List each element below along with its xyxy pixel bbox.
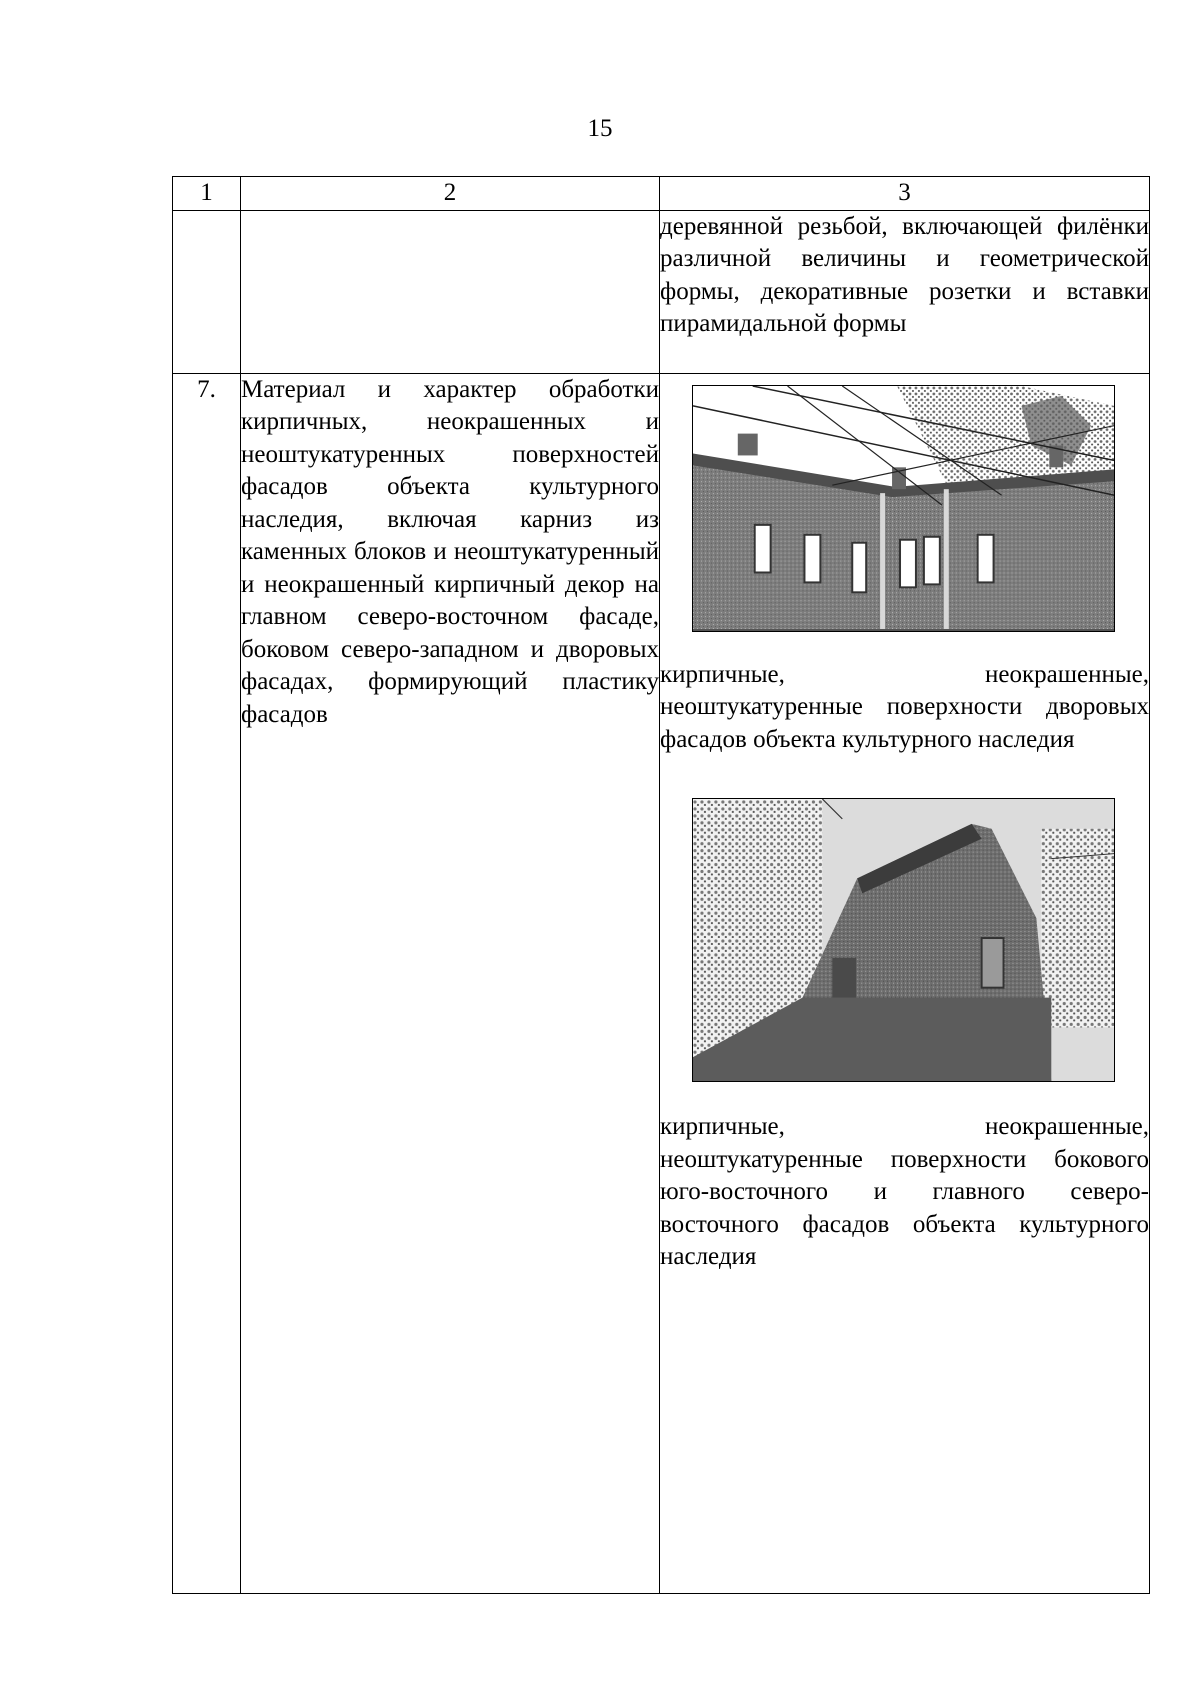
caption-main-side-facades: кирпичные, неокрашенные, неоштукатуренные поверхности бокового юго-восточного и главного северо-восточного фасадов объекта культурного наследия: [660, 1113, 1149, 1270]
row-7-number: 7.: [173, 373, 241, 1594]
header-col-3: 3: [660, 177, 1150, 211]
row-7-description-cell: [241, 373, 660, 1594]
caption-courtyard-facades: кирпичные, неокрашенные, неоштукатуренные поверхности дворовых фасадов объекта культурного наследия: [660, 660, 1149, 753]
row-7-illustrations-cell: [660, 373, 1150, 1594]
continuation-row: [173, 210, 1150, 373]
header-col-1: 1: [173, 177, 241, 211]
header-row: [173, 177, 1150, 211]
continuation-text: деревянной резьбой, включающей филёнки различной величины и геометрической формы, декоративные розетки и вставки пирамидальной формы: [660, 212, 1149, 337]
continuation-col-1: [173, 210, 241, 373]
protected-elements-table: [172, 176, 1150, 1594]
photo-courtyard-facades: [692, 385, 1115, 632]
continuation-col-2: [241, 210, 660, 373]
photo-main-side-facades: [692, 798, 1115, 1082]
header-col-2: 2: [241, 177, 660, 211]
row-7-description: Материал и характер обработки кирпичных, неокрашенных и неоштукатуренных поверхностей фасадов объекта культурного наследия, включая карниз из каменных блоков и неоштукатуренный и неокрашенный кирпичный декор на главном северо-восточном фасаде, боковом северо-западном и дворовых фасадах, формирующий пластику фасадов: [241, 375, 659, 728]
continuation-col-3: [660, 210, 1150, 373]
page-number: 15: [587, 115, 613, 142]
table-row-7: [173, 373, 1150, 1594]
